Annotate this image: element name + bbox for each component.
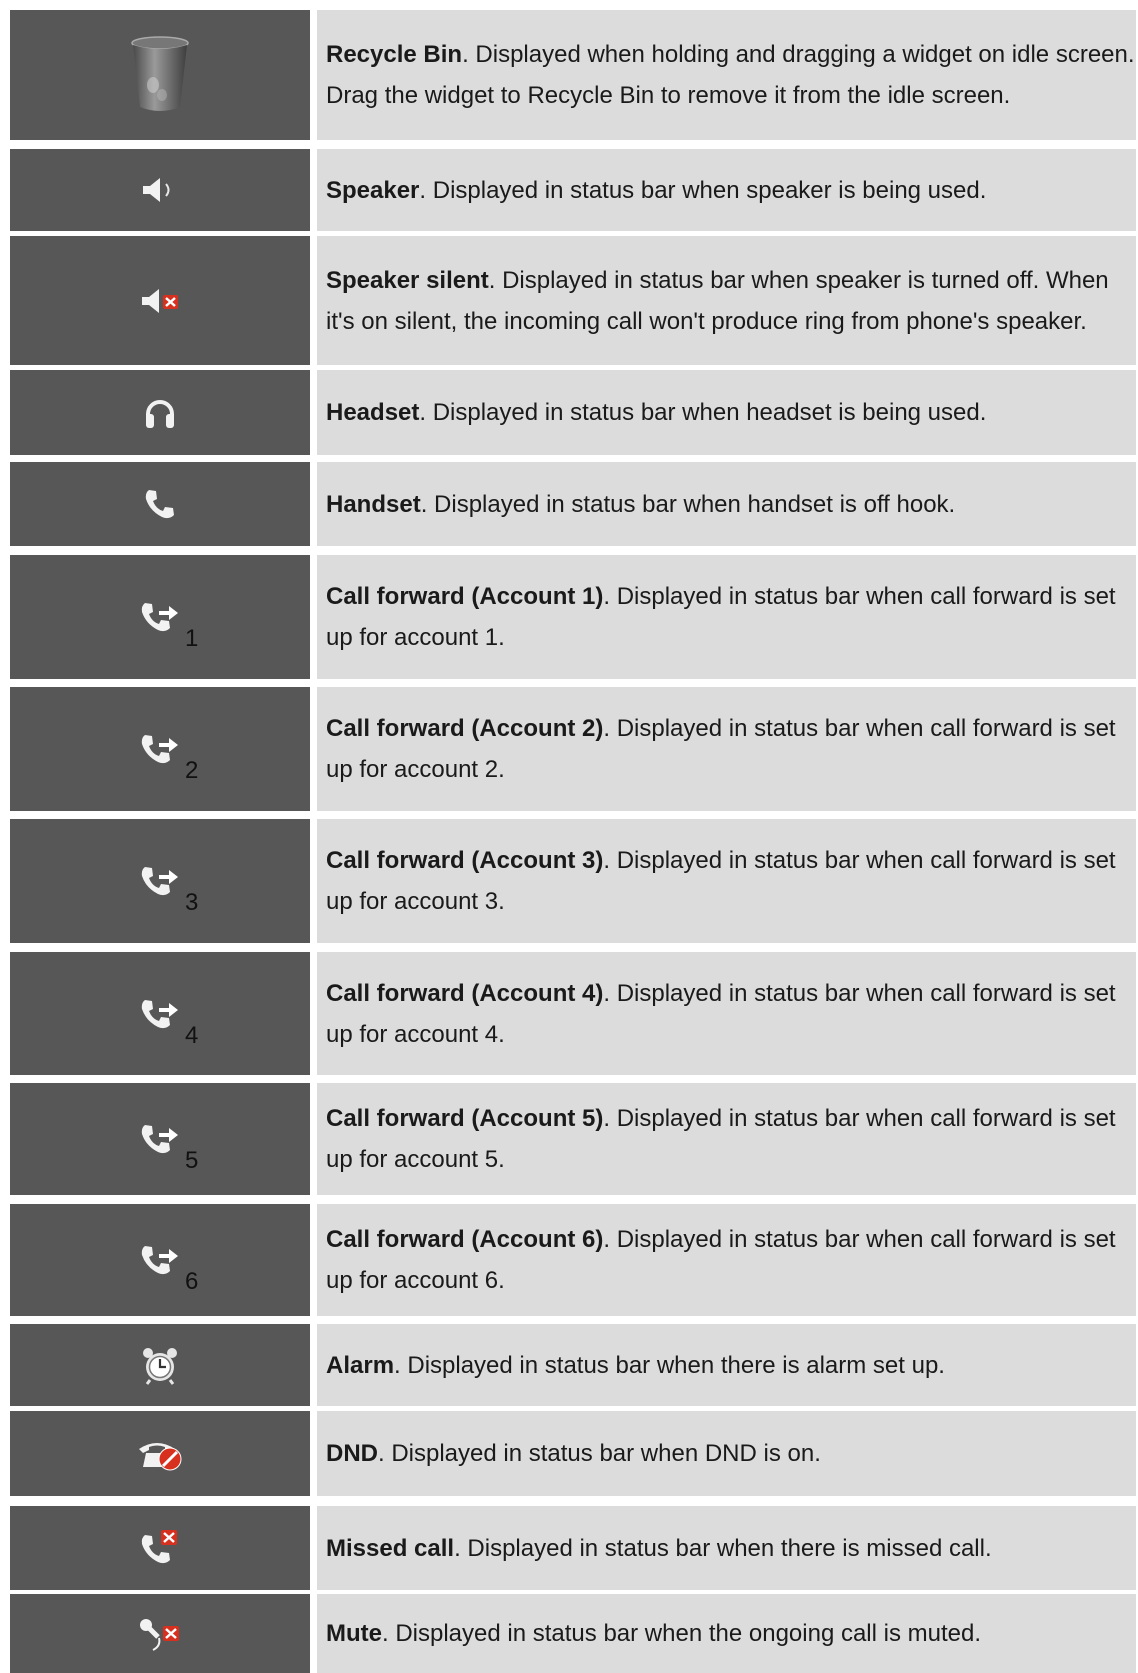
description-text [326,392,1136,433]
icon-description: . Displayed in status bar when there is missed call. [454,1534,992,1562]
table-row [10,236,1136,365]
icon-cell [10,687,310,811]
handset-icon [142,486,178,522]
description-text [326,484,1136,525]
icon-term: Call forward (Account 4) [326,979,604,1007]
description-text [326,1345,1136,1386]
icon-cell [10,555,310,679]
description-cell [317,1411,1136,1496]
icon-cell [10,819,310,943]
icon-term: Headset [326,399,420,426]
icon-term: Call forward (Account 3) [326,847,604,874]
call-forward-icon [139,996,199,1049]
icon-term: Call forward (Account 5) [326,1105,604,1132]
icon-cell [10,952,310,1075]
description-cell [317,10,1136,140]
table-row [10,1324,1136,1406]
call-forward-icon [139,1121,199,1174]
table-row [10,370,1136,455]
icon-description: . Displayed in status bar when speaker is being used. [419,176,987,204]
description-text [326,576,1136,658]
account-number: 2 [185,757,199,784]
description-text [326,34,1136,75]
icon-term: DND [326,1440,378,1467]
icon-description: . Displayed in status bar when call forward is set up for account 2. [326,715,1116,783]
icon-cell [10,1324,310,1406]
call-forward-icon [139,599,199,652]
icon-term: Call forward (Account 2) [326,715,604,742]
icon-term: Speaker silent [326,266,489,294]
icon-term: Call forward (Account 1) [326,583,604,610]
icon-term: Speaker [326,176,420,204]
description-cell [317,1204,1136,1316]
table-row [10,819,1136,943]
icon-term: Call forward (Account 6) [326,1226,604,1253]
icon-description: . Displayed in status bar when the ongoing call is muted. [382,1620,982,1647]
description-text [326,260,1136,342]
account-number: 1 [185,625,199,652]
recycle-bin-icon [129,35,191,115]
description-text [326,840,1136,922]
speaker-icon [140,175,180,205]
table-row [10,1594,1136,1673]
icon-cell [10,1083,310,1195]
account-number: 4 [185,1021,199,1049]
description-text [326,1528,1136,1569]
description-text [326,1219,1136,1301]
missed-call-icon [139,1529,181,1567]
icon-cell [10,1204,310,1316]
table-row [10,149,1136,231]
description-cell [317,819,1136,943]
description-cell [317,149,1136,231]
table-row [10,462,1136,546]
icon-description: . Displayed in status bar when call forward is set up for account 6. [326,1226,1116,1294]
account-number: 5 [185,1147,199,1174]
icon-description: . Displayed in status bar when DND is on. [378,1440,821,1467]
description-text [326,973,1136,1055]
icon-description: . Displayed in status bar when call forward is set up for account 4. [326,979,1116,1048]
icon-description: . Displayed in status bar when call forward is set up for account 5. [326,1105,1116,1173]
icon-cell [10,1594,310,1673]
account-number: 6 [185,1268,199,1295]
table-row [10,952,1136,1075]
description-cell [317,1083,1136,1195]
description-cell [317,687,1136,811]
speaker-silent-icon [139,286,181,316]
icon-cell [10,1506,310,1590]
icon-cell [10,462,310,546]
table-row [10,1506,1136,1590]
description-cell [317,462,1136,546]
description-text [326,708,1136,790]
alarm-icon [140,1345,180,1385]
description-text [326,1613,1136,1654]
account-number: 3 [185,889,199,916]
icon-description: . Displayed in status bar when headset is being used. [419,399,987,426]
icon-description: . Displayed in status bar when call forward is set up for account 3. [326,847,1116,915]
description-cell [317,555,1136,679]
table-row [10,1083,1136,1195]
icon-term: Missed call [326,1534,455,1562]
call-forward-icon [139,863,199,916]
icon-term: Handset [326,490,421,518]
description-text [326,1098,1136,1180]
table-row [10,10,1136,140]
description-cell [317,1506,1136,1590]
icon-term: Mute [326,1620,382,1647]
description-text [326,170,1136,211]
table-row [10,555,1136,679]
icon-term: Recycle Bin [326,41,463,68]
call-forward-icon [139,731,199,784]
icon-description: . Displayed in status bar when handset is off hook. [420,490,956,518]
icon-cell [10,370,310,455]
headset-icon [142,396,178,430]
description-cell [317,370,1136,455]
description-text [326,1433,1136,1474]
description-cell [317,236,1136,365]
mute-icon [137,1616,183,1652]
icon-cell [10,1411,310,1496]
icon-cell [10,149,310,231]
table-row [10,687,1136,811]
icon-term: Alarm [326,1351,395,1379]
icon-description: . Displayed in status bar when there is alarm set up. [394,1351,945,1379]
icon-cell [10,10,310,140]
icon-description: . Displayed in status bar when speaker is turned off. When it's on silent, the incoming call won't produce ring from phone's speaker. [326,266,1109,335]
icon-description: . Displayed in status bar when call forward is set up for account 1. [326,583,1116,651]
description-cell [317,1594,1136,1673]
description-text-extra: Drag the widget to Recycle Bin to remove it from the idle screen. [326,82,1011,109]
description-cell [317,1324,1136,1406]
icon-description: . Displayed when holding and dragging a widget on idle screen. [462,41,1135,68]
call-forward-icon [139,1242,199,1295]
dnd-icon [137,1437,183,1471]
description-cell [317,952,1136,1075]
table-row [10,1204,1136,1316]
icon-cell [10,236,310,365]
table-row [10,1411,1136,1496]
